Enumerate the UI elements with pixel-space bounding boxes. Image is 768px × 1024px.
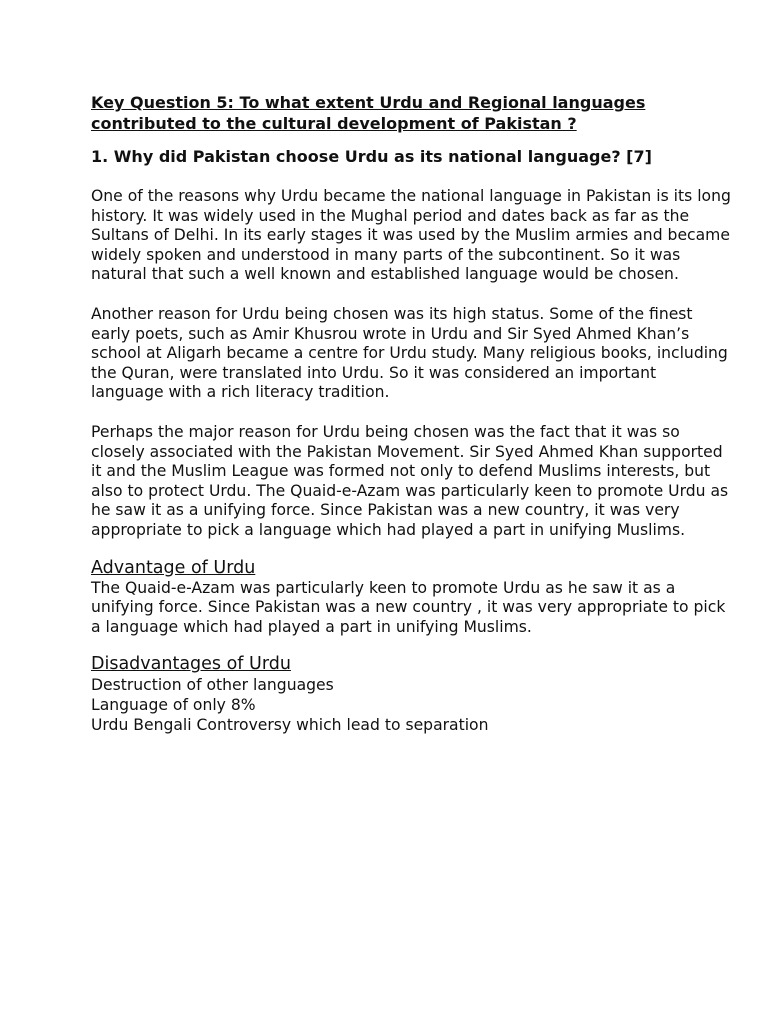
document-page [91,92,731,735]
disadvantages-heading: Disadvantages of Urdu [91,654,291,675]
list-item: Language of only 8% [91,696,256,715]
paragraph-movement: Perhaps the major reason for Urdu being chosen was the fact that it was so closely associated with the Pakistan Movement. Sir Syed Ahmed Khan supported it and the Muslim League was formed not only to defend Muslims interests, but also to protect Urdu. The Quaid-e-Azam was particularly keen to promote Urdu as he saw it as a unifying force. Since Pakistan was a new country, it was very appropriate to pick a language which had played a part in unifying Muslims. [91,422,729,539]
question-1-heading: 1. Why did Pakistan choose Urdu as its national language? [7] [91,147,652,166]
paragraph-status: Another reason for Urdu being chosen was its high status. Some of the finest early poets, such as Amir Khusrou wrote in Urdu and Sir Syed Ahmed Khan’s school at Aligarh became a centre for Urdu study. Many religious books, including the Quran, were translated into Urdu. So it was considered an important language with a rich literacy tradition. [91,304,728,402]
disadvantages-list [91,675,731,735]
advantage-heading: Advantage of Urdu [91,557,256,578]
list-item: Urdu Bengali Controversy which lead to separation [91,716,489,735]
paragraph-history: One of the reasons why Urdu became the national language in Pakistan is its long history. It was widely used in the Mughal period and dates back as far as the Sultans of Delhi. In its early stages it was used by the Muslim armies and became widely spoken and understood in many parts of the subcontinent. So it was natural that such a well known and established language would be chosen. [91,187,731,284]
key-question-heading: Key Question 5: To what extent Urdu and Regional languages contributed to the cultural development of Pakistan ? [91,93,646,133]
advantage-body: The Quaid-e-Azam was particularly keen to promote Urdu as he saw it as a unifying force. Since Pakistan was a new country , it was very appropriate to pick a language which had played a part in unifying Muslims. [91,578,726,636]
list-item: Destruction of other languages [91,676,334,695]
